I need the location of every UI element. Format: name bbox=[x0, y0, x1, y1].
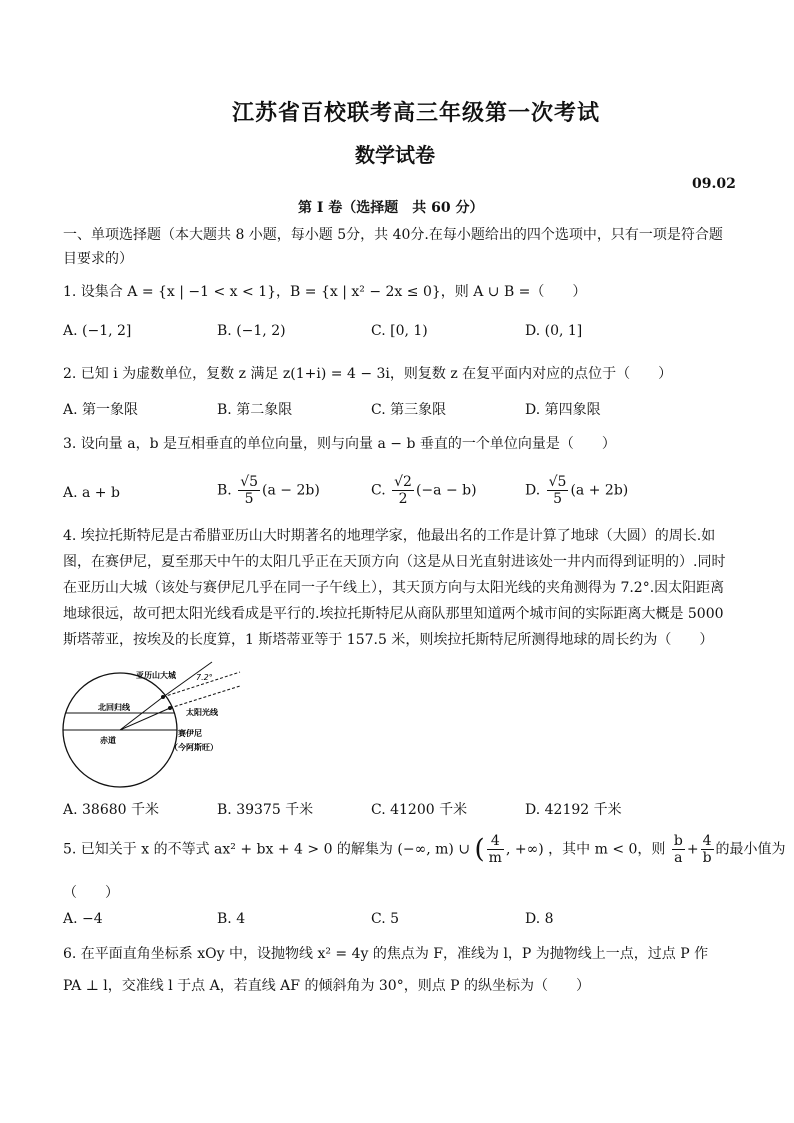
syene-point bbox=[168, 706, 172, 710]
question-3-option-a: A. a + b bbox=[63, 485, 120, 501]
label-tropic: 北回归线 bbox=[98, 703, 130, 712]
fraction bbox=[392, 474, 414, 507]
denominator: 5 bbox=[553, 491, 563, 507]
question-2-option-a: A. 第一象限 bbox=[63, 402, 139, 418]
numerator: √5 bbox=[240, 474, 259, 490]
vector-expression: (a + 2b) bbox=[570, 482, 629, 499]
question-5-option-c: C. 5 bbox=[371, 911, 400, 927]
question-6-line-1: 6. 在平面直角坐标系 xOy 中，设抛物线 x² = 4y 的焦点为 F，准线为 l，P 为抛物线上一点，过点 P 作 bbox=[63, 946, 709, 962]
denominator: 2 bbox=[398, 491, 408, 507]
question-1-option-d: D. (0, 1] bbox=[525, 323, 583, 339]
stem-end: 的最小值为 bbox=[715, 841, 786, 858]
denominator: 5 bbox=[244, 491, 254, 507]
question-5-blank: （ ） bbox=[63, 885, 119, 901]
question-5-option-b: B. 4 bbox=[217, 911, 246, 927]
numerator: b bbox=[673, 833, 683, 849]
fraction-4-over-b bbox=[701, 833, 714, 866]
question-4-line-5: 斯塔蒂亚，按埃及的长度算，1 斯塔蒂亚等于 157.5 米，则埃拉托斯特尼所测得地球的周长约为（ ） bbox=[63, 632, 714, 648]
denominator: a bbox=[674, 850, 683, 866]
section-heading: 第 I 卷（选择题 共 60 分） bbox=[298, 200, 484, 216]
plus-sign: + bbox=[686, 841, 699, 858]
numerator: 4 bbox=[487, 833, 504, 850]
interval-fraction bbox=[487, 833, 504, 866]
denominator: b bbox=[702, 850, 712, 866]
denominator: m bbox=[488, 850, 502, 866]
vector-expression: (a − 2b) bbox=[262, 482, 320, 499]
alexandria-point bbox=[161, 695, 165, 699]
question-3-option-d bbox=[525, 474, 628, 507]
fraction bbox=[547, 474, 569, 507]
question-2-option-c: C. 第三象限 bbox=[371, 402, 447, 418]
instructions-line-2: 目要求的） bbox=[63, 251, 133, 267]
question-1-option-c: C. [0, 1) bbox=[371, 323, 428, 339]
label-alexandria: 亚历山大城 bbox=[136, 671, 176, 680]
label-syene: 赛伊尼 bbox=[178, 729, 202, 738]
question-4-option-c: C. 41200 千米 bbox=[371, 802, 468, 818]
label-angle: 7.2° bbox=[196, 673, 213, 682]
question-4-line-2: 图，在赛伊尼，夏至那天中午的太阳几乎正在天顶方向（这是从日光直射进该处一井内而得到证明的）.同时 bbox=[63, 554, 726, 570]
stem-middle: ，其中 m < 0，则 bbox=[548, 841, 666, 858]
question-4-option-d: D. 42192 千米 bbox=[525, 802, 622, 818]
exam-title: 江苏省百校联考高三年级第一次考试 bbox=[232, 100, 601, 126]
interval-tail: , +∞) bbox=[505, 841, 544, 858]
question-1-stem: 1. 设集合 A = {x | −1 < x < 1}，B = {x | x² − 2x ≤ 0}，则 A ∪ B =（ ） bbox=[63, 284, 587, 300]
question-6-line-2: PA ⊥ l，交准线 l 于点 A，若直线 AF 的倾斜角为 30°，则点 P 的纵坐标为（ ） bbox=[63, 978, 591, 994]
question-3-stem: 3. 设向量 a，b 是互相垂直的单位向量，则与向量 a − b 垂直的一个单位向量是（ ） bbox=[63, 436, 616, 452]
question-4-line-1: 4. 埃拉托斯特尼是古希腊亚历山大时期著名的地理学家，他最出名的工作是计算了地球（大圆）的周长.如 bbox=[63, 528, 716, 544]
numerator: √2 bbox=[394, 474, 412, 490]
sun-ray-lower bbox=[170, 686, 240, 708]
instructions-line-1: 一、单项选择题（本大题共 8 小题，每小题 5分，共 40分.在每小题给出的四个选项中，只有一项是符合题 bbox=[63, 227, 723, 243]
question-5-option-d: D. 8 bbox=[525, 911, 554, 927]
fraction bbox=[238, 474, 260, 507]
question-4-line-4: 地球很远，故可把太阳光线看成是平行的.埃拉托斯特尼从商队那里知道两个城市间的实际距离大概是 5000 bbox=[63, 606, 724, 622]
numerator: √5 bbox=[548, 474, 567, 490]
label-equator: 赤道 bbox=[100, 736, 116, 745]
question-3-option-b bbox=[217, 474, 320, 507]
vector-expression: (−a − b) bbox=[415, 482, 477, 499]
question-4-option-a: A. 38680 千米 bbox=[63, 802, 159, 818]
label-aswan: （今阿斯旺） bbox=[170, 743, 218, 752]
question-4-option-b: B. 39375 千米 bbox=[217, 802, 314, 818]
question-2-option-d: D. 第四象限 bbox=[525, 402, 601, 418]
question-4-line-3: 在亚历山大城（该处与赛伊尼几乎在同一子午线上），其天顶方向与太阳光线的夹角测得为 7.2°.因太阳距离 bbox=[63, 580, 725, 596]
label-sunlight: 太阳光线 bbox=[186, 708, 218, 717]
question-2-option-b: B. 第二象限 bbox=[217, 402, 293, 418]
exam-subtitle: 数学试卷 bbox=[355, 143, 435, 167]
fraction-b-over-a bbox=[672, 833, 685, 866]
option-label: C. bbox=[371, 482, 386, 499]
numerator: 4 bbox=[701, 833, 714, 850]
question-1-option-a: A. (−1, 2] bbox=[63, 323, 132, 339]
question-5-stem bbox=[63, 833, 786, 866]
question-3-option-c bbox=[371, 474, 477, 507]
stem-start: 5. 已知关于 x 的不等式 ax² + bx + 4 > 0 的解集为 (−∞, m) ∪ bbox=[63, 841, 471, 858]
option-label: B. bbox=[217, 482, 232, 499]
question-2-stem: 2. 已知 i 为虚数单位，复数 z 满足 z(1+i) = 4 − 3i，则复数 z 在复平面内对应的点位于（ ） bbox=[63, 366, 673, 382]
option-label: D. bbox=[525, 482, 541, 499]
exam-date: 09.02 bbox=[692, 176, 736, 192]
interval-open: ( bbox=[474, 834, 485, 865]
question-1-option-b: B. (−1, 2) bbox=[217, 323, 286, 339]
earth-sunlight-diagram bbox=[62, 660, 272, 790]
question-5-option-a: A. −4 bbox=[63, 911, 103, 927]
